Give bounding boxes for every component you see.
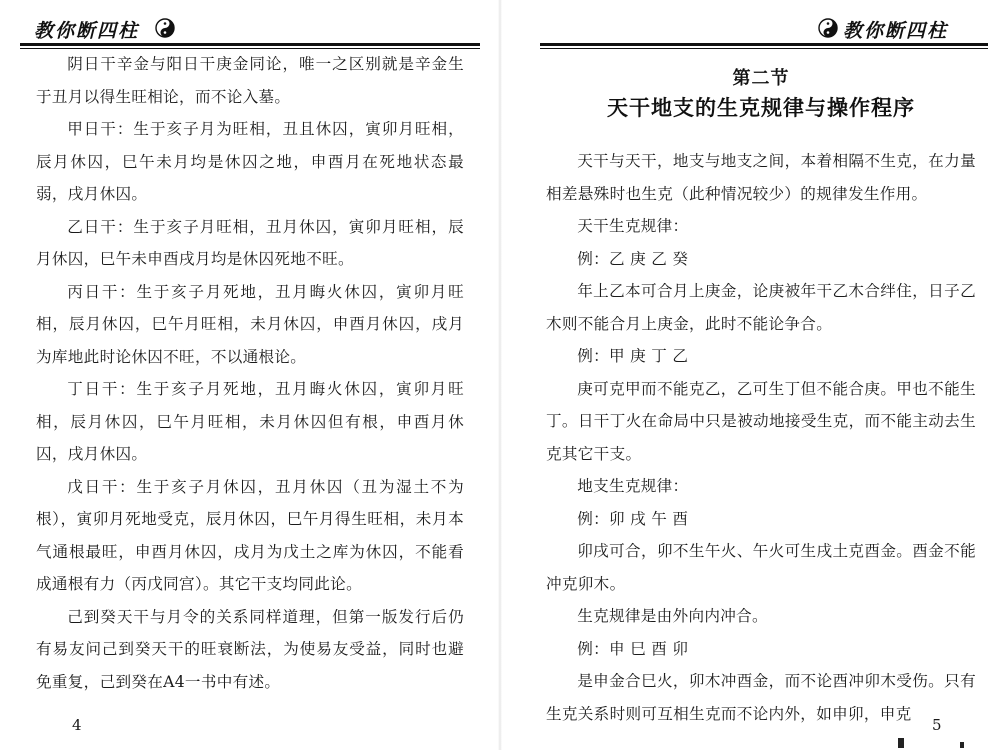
paragraph: 甲日干：生于亥子月为旺相，丑且休囚，寅卯月旺相，辰月休囚，巳午未月均是休囚之地，申酉月在死地状态最弱，戌月休囚。 [36,120,464,203]
paragraph: 丙日干：生于亥子月死地，丑月晦火休囚，寅卯月旺相，辰月休囚，巳午月旺相，未月休囚，申酉月休囚，戌月为库地此时论休囚不旺，不以通根论。 [36,282,464,366]
scan-artifact [960,742,964,748]
paragraph: 天干生克规律： [577,217,689,235]
section-title: 天干地支的生克规律与操作程序 [607,96,915,120]
paragraph: 卯戌可合，卯不生午火、午火可生戌土克酉金。酉金不能冲克卯木。 [546,542,976,593]
running-header-title: 教你断四柱 [34,20,140,42]
page-number: 5 [932,716,942,734]
example-line: 例：甲 庚 丁 乙 [577,347,689,365]
paragraph: 天干与天干，地支与地支之间，本着相隔不生克，在力量相差悬殊时也生克（此种情况较少）的规律发生作用。 [546,152,976,203]
header-rule [540,43,988,46]
paragraph: 戊日干：生于亥子月休囚，丑月休囚（丑为湿土不为根），寅卯月死地受克，辰月休囚，巳午月得生旺相，未月本气通根最旺，申酉月休囚，戌月为戊土之库为休囚，不能看成通根有力（丙戊同宫）。其它干支均同此论。 [36,477,464,593]
header-rule-thin [540,48,988,49]
example-line: 例：申 巳 酉 卯 [577,639,689,658]
example-line: 例：乙 庚 乙 癸 [577,249,689,268]
paragraph: 是申金合巳火，卯木冲酉金，而不论酉冲卯木受伤。只有生克关系时则可互相生克而不论内外，如申卯，申克 [546,672,976,723]
yin-yang-icon [818,18,838,38]
paragraph: 庚可克甲而不能克乙，乙可生丁但不能合庚。甲也不能生丁。日干丁火在命局中只是被动地接受生克，而不能主动去生克其它干支。 [546,379,976,463]
paragraph: 乙日干：生于亥子月旺相，丑月休囚，寅卯月旺相，辰月休囚，巳午未申酉戌月均是休囚死地不旺。 [36,217,464,268]
paragraph: 地支生克规律： [577,477,689,495]
paragraph: 己到癸天干与月令的关系同样道理，但第一版发行后仍有易友问己到癸天干的旺衰断法，为使易友受益，同时也避免重复，己到癸在A4一书中有述。 [36,607,464,691]
left-page-body [36,48,464,698]
header-rule [20,43,480,46]
running-header-title: 教你断四柱 [843,20,949,42]
scan-artifact [898,738,904,748]
page-number: 4 [72,716,82,734]
paragraph: 阴日干辛金与阳日干庚金同论，唯一之区别就是辛金生于丑月以得生旺相论，而不论入墓。 [36,55,464,106]
example-line: 例：卯 戌 午 酉 [577,509,689,528]
paragraph: 年上乙本可合月上庚金，论庚被年干乙木合绊住，日子乙木则不能合月上庚金，此时不能论争合。 [546,282,976,333]
section-number: 第二节 [732,68,790,89]
right-page [500,0,1000,750]
paragraph: 丁日干：生于亥子月死地，丑月晦火休囚，寅卯月旺相，辰月休囚，巳午月旺相，未月休囚但有根，申酉月休囚，戌月休囚。 [36,380,464,463]
paragraph: 生克规律是由外向内冲合。 [577,607,768,625]
right-page-body [546,145,976,730]
yin-yang-icon [155,18,175,38]
